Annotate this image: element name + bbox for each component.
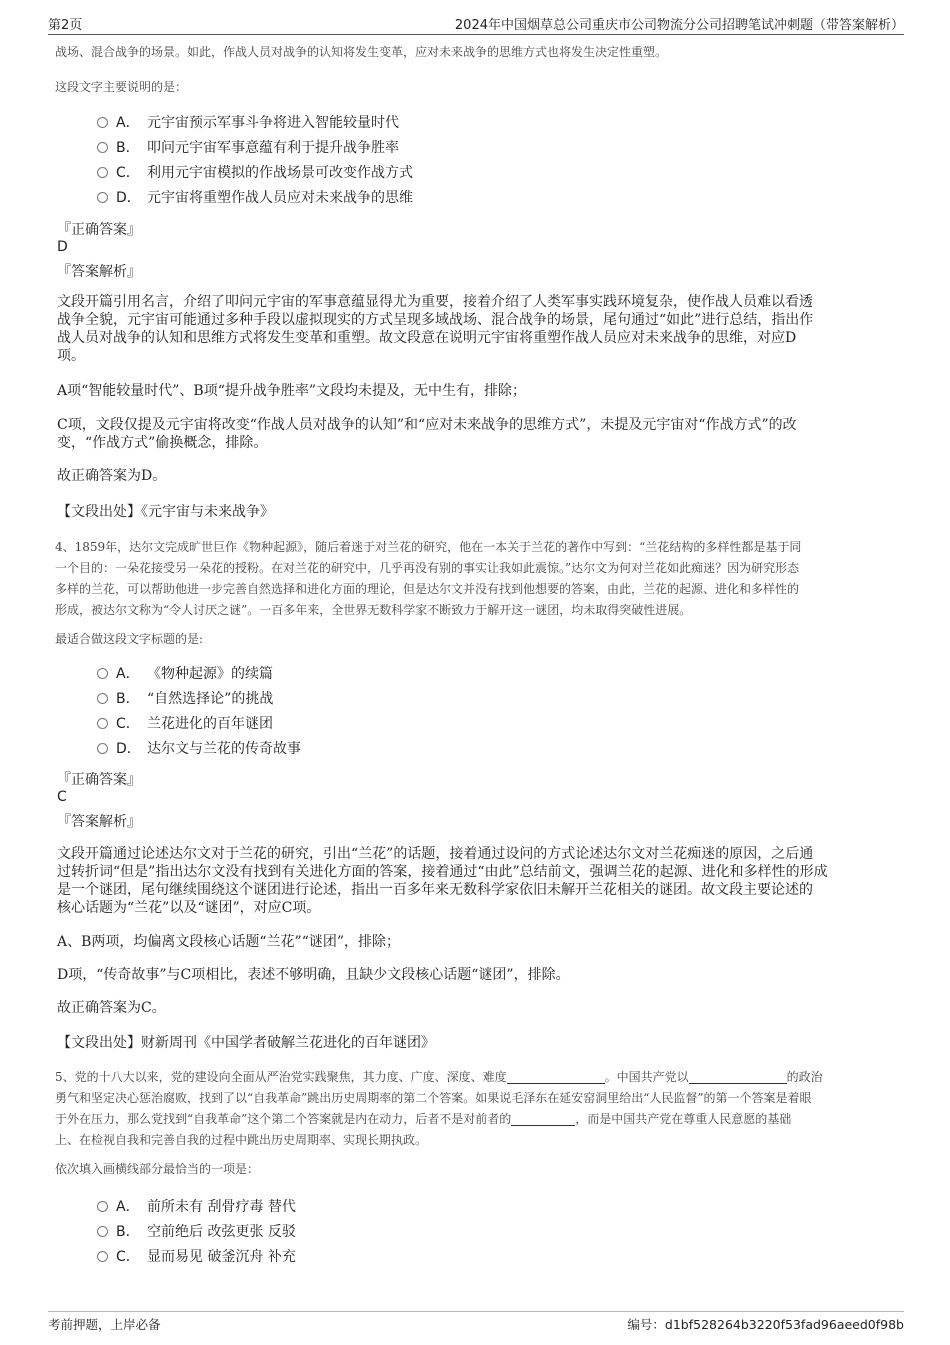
q3-analysis-p1: 文段开篇引用名言，介绍了叩问元宇宙的军事意蕴显得尤为重要，接着介绍了人类军事实践环境复杂，使作战人员难以看透 战争全貌，元宇宙可能通过多种手段以虚拟现实的方式呈现多域战场、混合战争的场景，尾句通过“如此”进行总结，指出作 战人员对战争的认知和思维方式将发生变革和重塑。故文段意在说明元宇宙将重塑作战人员应对未来战争的思维，对应D 项。 [57,294,814,364]
document-title: 2024年中国烟草总公司重庆市公司物流分公司招聘笔试冲刺题（带答案解析） [454,18,904,33]
q3-prompt: 这段文字主要说明的是： [55,80,188,94]
q4-option-c[interactable]: C． 兰花进化的百年谜团 [97,712,617,737]
radio-icon[interactable] [97,192,108,203]
q3-correct-label: 『正确答案』 [57,222,141,238]
radio-icon[interactable] [97,1201,108,1212]
q4-option-a[interactable]: A． 《物种起源》的续篇 [97,662,617,687]
q5-option-b[interactable]: B． 空前绝后 改弦更张 反驳 [97,1220,617,1245]
blank-2[interactable] [689,1069,787,1084]
radio-icon[interactable] [97,718,108,729]
q4-source: 【文段出处】财新周刊《中国学者破解兰花进化的百年谜团》 [57,1035,435,1051]
q5-prompt: 依次填入画横线部分最恰当的一项是： [55,1162,260,1176]
q3-passage-tail: 战场、混合战争的场景。如此，作战人员对战争的认知将发生变革，应对未来战争的思维方式也将发生决定性重塑。 [55,45,668,59]
q3-option-b[interactable]: B． 叩问元宇宙军事意蕴有利于提升战争胜率 [97,136,617,161]
q4-analysis-label: 『答案解析』 [57,814,141,830]
q4-option-b[interactable]: B． “自然选择论”的挑战 [97,687,617,712]
q3-analysis-p2: A项“智能较量时代”、B项“提升战争胜率”文段均未提及，无中生有，排除； [57,383,527,399]
q3-analysis-p3: C项，文段仅提及元宇宙将改变“作战人员对战争的认知”和“应对未来战争的思维方式”，未提及元宇宙对“作战方式”的改 变，“作战方式”偷换概念，排除。 [57,417,797,451]
q4-option-d[interactable]: D． 达尔文与兰花的传奇故事 [97,737,617,762]
q3-options [97,111,617,211]
radio-icon[interactable] [97,1251,108,1262]
page-number: 第2页 [48,18,83,33]
radio-icon[interactable] [97,142,108,153]
footer-slogan: 考前押题，上岸必备 [48,1317,161,1332]
page-header [48,14,904,35]
q4-analysis-p3: D项，“传奇故事”与C项相比，表述不够明确，且缺少文段核心话题“谜团”，排除。 [57,967,570,983]
radio-icon[interactable] [97,743,108,754]
document-id: 编号：d1bf528264b3220f53fad96aeed0f98b [627,1317,904,1332]
q5-option-a[interactable]: A． 前所未有 刮骨疗毒 替代 [97,1195,617,1220]
page-footer [48,1311,904,1334]
q5-passage: 5、党的十八大以来，党的建设向全面从严治党实践聚焦，其力度、广度、深度、难度 。中国共产党以 的政治 勇气和坚定决心惩治腐败，找到了以“自我革命”跳出历史周期率的第二个答案。如果说毛泽东在延安窑洞里给出“人民监督”的第一个答案是着眼 于外在压力，那么党找到“自我革命”这个第二个答案就是内在动力，后者不是对前者的 ，而是中国共产党在尊重人民意愿的基础 上、在检视自我和完善自我的过程中跳出历史周期率、实现长期执政。 [55,1070,823,1147]
q3-option-d[interactable]: D． 元宇宙将重塑作战人员应对未来战争的思维 [97,186,617,211]
radio-icon[interactable] [97,167,108,178]
radio-icon[interactable] [97,693,108,704]
q4-correct-label: 『正确答案』 [57,772,141,788]
blank-1[interactable] [507,1069,605,1084]
q4-analysis-p2: A、B两项，均偏离文段核心话题“兰花”“谜团”，排除； [57,934,401,950]
q5-option-c[interactable]: C． 显而易见 破釜沉舟 补充 [97,1245,617,1270]
q3-analysis-label: 『答案解析』 [57,264,141,280]
radio-icon[interactable] [97,1226,108,1237]
q3-option-c[interactable]: C． 利用元宇宙模拟的作战场景可改变作战方式 [97,161,617,186]
q4-analysis-p4: 故正确答案为C。 [57,1000,166,1016]
radio-icon[interactable] [97,668,108,679]
q3-option-a[interactable]: A． 元宇宙预示军事斗争将进入智能较量时代 [97,111,617,136]
blank-3[interactable] [511,1111,575,1126]
q4-prompt: 最适合做这段文字标题的是: [55,632,204,646]
q3-source: 【文段出处】《元宇宙与未来战争》 [57,504,274,520]
radio-icon[interactable] [97,117,108,128]
q4-passage: 4、1859年，达尔文完成旷世巨作《物种起源》，随后着迷于对兰花的研究，他在一本关于兰花的著作中写到：“兰花结构的多样性都是基于同 一个目的：一朵花接受另一朵花的授粉。在对兰花的研究中，几乎再没有别的事实让我如此震惊。”达尔文为何对兰花如此痴迷？因为研究形态 多样的兰花，可以帮助他进一步完善自然选择和进化方面的理论，但是达尔文并没有找到他想要的答案，由此，兰花的起源、进化和多样性的 形成，被达尔文称为“令人讨厌之谜”。一百多年来，全世界无数科学家不断致力于解开这一谜团，均未取得突破性进展。 [55,540,802,617]
q3-analysis-p4: 故正确答案为D。 [57,468,167,484]
q3-answer: D [57,239,68,255]
q4-options [97,662,617,762]
q4-analysis-p1: 文段开篇通过论述达尔文对于兰花的研究，引出“兰花”的话题，接着通过设问的方式论述达尔文对兰花痴迷的原因，之后通 过转折词“但是”指出达尔文没有找到有关进化方面的答案，接着通过“由此”总结前文，强调兰花的起源、进化和多样性的形成 是一个谜团，尾句继续围绕这个谜团进行论述，指出一百多年来无数科学家依旧未解开兰花相关的谜团。故文段主要论述的 核心话题为“兰花”以及“谜团”，对应C项。 [57,846,828,916]
q4-answer: C [57,789,67,805]
q5-options [97,1195,617,1270]
